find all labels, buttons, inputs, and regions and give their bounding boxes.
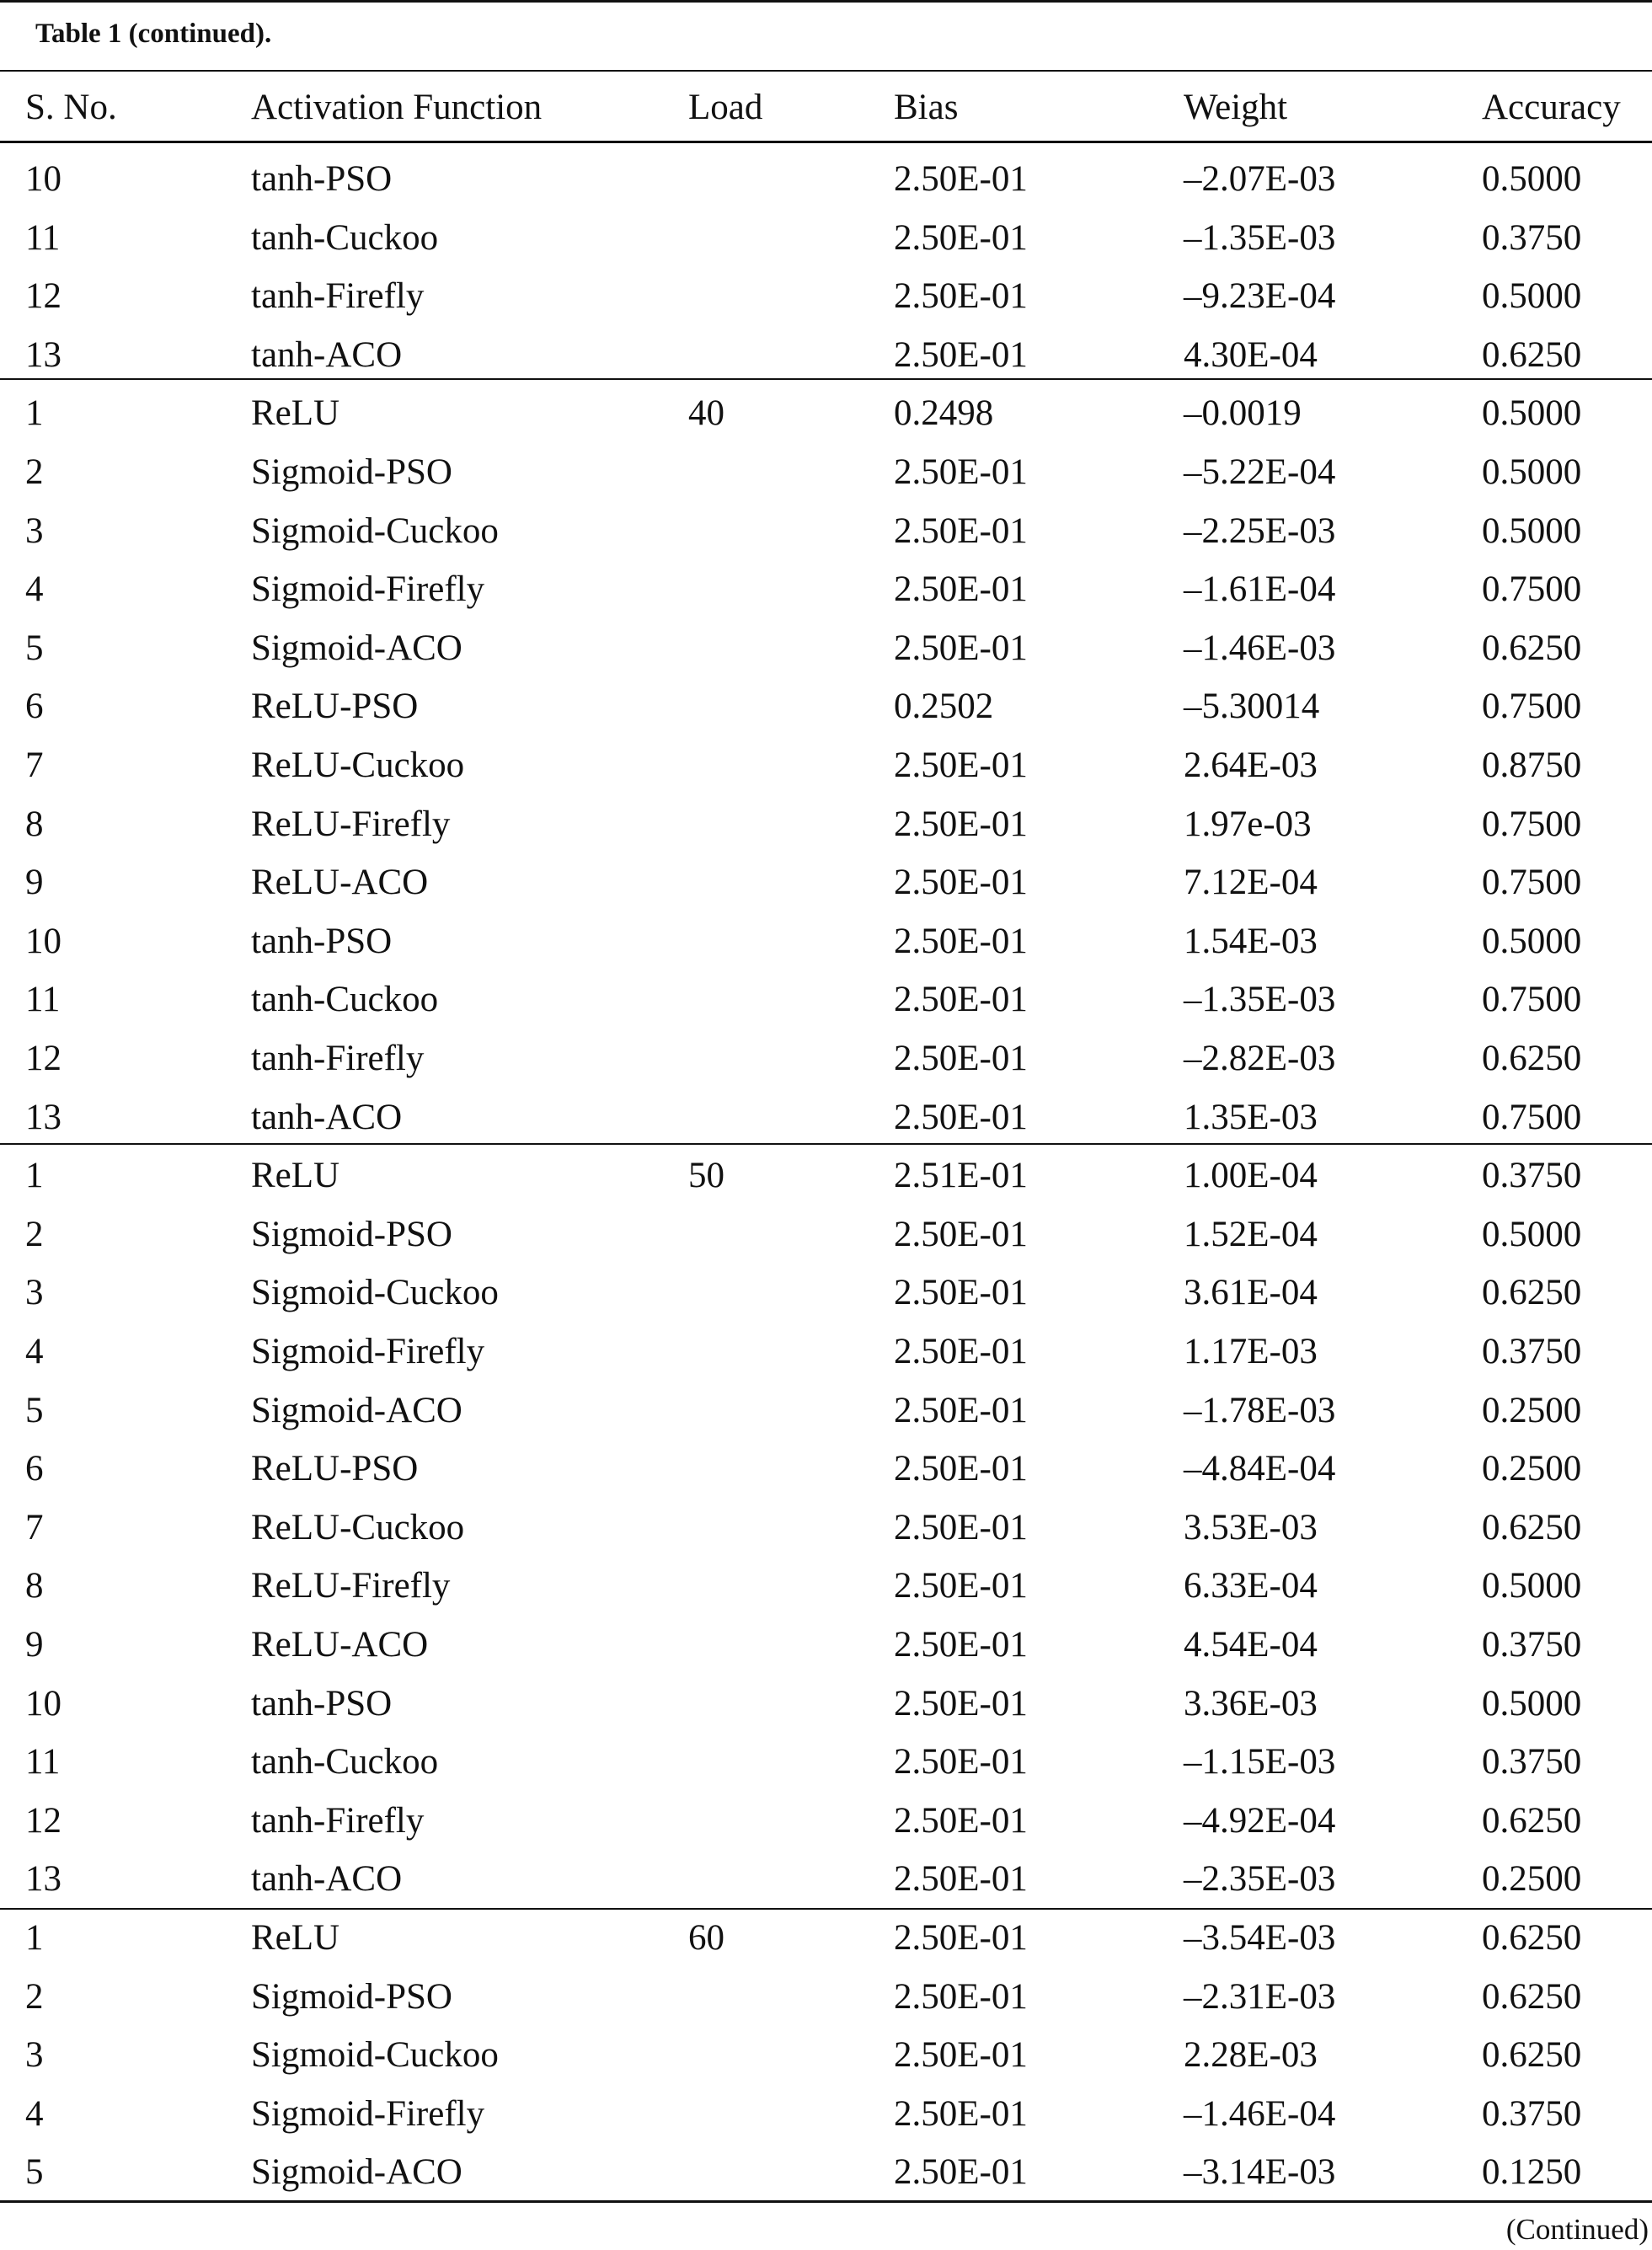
accuracy-cell: 0.5000 <box>1482 159 1582 199</box>
s-no-cell: 4 <box>25 569 44 610</box>
activation-function-cell: tanh-Firefly <box>251 1800 425 1841</box>
column-header-s-no: S. No. <box>25 88 117 127</box>
weight-cell: 1.00E-04 <box>1184 1156 1318 1196</box>
s-no-cell: 9 <box>25 863 44 903</box>
table-row <box>0 1264 1652 1323</box>
table-row <box>0 326 1652 385</box>
s-no-cell: 8 <box>25 1566 44 1606</box>
weight-cell: –4.92E-04 <box>1184 1800 1336 1841</box>
activation-function-cell: ReLU-ACO <box>251 863 429 903</box>
weight-cell: 4.30E-04 <box>1184 334 1318 375</box>
weight-cell: –1.61E-04 <box>1184 569 1336 610</box>
activation-function-cell: Sigmoid-Firefly <box>251 2093 485 2134</box>
bias-cell: 2.50E-01 <box>894 276 1028 317</box>
accuracy-cell: 0.6250 <box>1482 1918 1582 1958</box>
accuracy-cell: 0.2500 <box>1482 1449 1582 1489</box>
accuracy-cell: 0.5000 <box>1482 921 1582 961</box>
activation-function-cell: tanh-Firefly <box>251 1039 425 1078</box>
column-header-load: Load <box>688 88 763 127</box>
group-rule-load-50 <box>0 1143 1652 1145</box>
s-no-cell: 12 <box>25 276 61 317</box>
accuracy-cell: 0.7500 <box>1482 804 1582 844</box>
weight-cell: –2.82E-03 <box>1184 1039 1336 1078</box>
bias-cell: 2.51E-01 <box>894 1156 1028 1196</box>
column-header-bias: Bias <box>894 88 959 127</box>
weight-cell: 4.54E-04 <box>1184 1625 1318 1665</box>
weight-cell: –1.46E-04 <box>1184 2093 1336 2134</box>
activation-function-cell: Sigmoid-Cuckoo <box>251 510 499 551</box>
activation-function-cell: ReLU-PSO <box>251 1449 419 1489</box>
table-row <box>0 150 1652 209</box>
accuracy-cell: 0.7500 <box>1482 980 1582 1020</box>
activation-function-cell: tanh-Firefly <box>251 276 425 317</box>
s-no-cell: 8 <box>25 804 44 844</box>
activation-function-cell: ReLU <box>251 1918 340 1958</box>
accuracy-cell: 0.5000 <box>1482 1683 1582 1724</box>
bias-cell: 2.50E-01 <box>894 569 1028 610</box>
column-header-activation-function: Activation Function <box>251 88 543 127</box>
activation-function-cell: tanh-Cuckoo <box>251 980 439 1020</box>
s-no-cell: 12 <box>25 1039 61 1078</box>
activation-function-cell: tanh-Cuckoo <box>251 1742 439 1782</box>
table-row <box>0 1792 1652 1851</box>
table-row <box>0 267 1652 326</box>
weight-cell: 1.35E-03 <box>1184 1097 1318 1137</box>
s-no-cell: 1 <box>25 393 44 434</box>
table-row <box>0 560 1652 619</box>
bias-cell: 2.50E-01 <box>894 1390 1028 1430</box>
weight-cell: –2.35E-03 <box>1184 1859 1336 1900</box>
accuracy-cell: 0.6250 <box>1482 1039 1582 1078</box>
bias-cell: 2.50E-01 <box>894 452 1028 492</box>
bias-cell: 2.50E-01 <box>894 1273 1028 1313</box>
bias-cell: 2.50E-01 <box>894 2152 1028 2193</box>
weight-cell: –1.35E-03 <box>1184 980 1336 1020</box>
s-no-cell: 3 <box>25 2035 44 2076</box>
activation-function-cell: Sigmoid-ACO <box>251 1390 462 1430</box>
activation-function-cell: tanh-ACO <box>251 1097 403 1137</box>
table-row <box>0 1205 1652 1264</box>
activation-function-cell: Sigmoid-PSO <box>251 452 452 492</box>
bias-cell: 2.50E-01 <box>894 1507 1028 1547</box>
bias-cell: 2.50E-01 <box>894 2035 1028 2076</box>
column-header-accuracy: Accuracy <box>1482 88 1621 127</box>
table-row <box>0 1440 1652 1499</box>
group-rule-load-60 <box>0 1908 1652 1910</box>
accuracy-cell: 0.6250 <box>1482 628 1582 668</box>
load-cell: 60 <box>688 1918 724 1958</box>
weight-cell: –1.46E-03 <box>1184 628 1336 668</box>
s-no-cell: 9 <box>25 1625 44 1665</box>
bias-cell: 2.50E-01 <box>894 1097 1028 1137</box>
weight-cell: 2.64E-03 <box>1184 746 1318 785</box>
accuracy-cell: 0.6250 <box>1482 1273 1582 1313</box>
table-row <box>0 2085 1652 2144</box>
weight-cell: 2.28E-03 <box>1184 2035 1318 2076</box>
s-no-cell: 13 <box>25 1097 61 1137</box>
weight-cell: 1.52E-04 <box>1184 1214 1318 1254</box>
bias-cell: 2.50E-01 <box>894 1039 1028 1078</box>
activation-function-cell: Sigmoid-PSO <box>251 1214 452 1254</box>
activation-function-cell: ReLU-Firefly <box>251 1566 451 1606</box>
bias-cell: 2.50E-01 <box>894 334 1028 375</box>
accuracy-cell: 0.7500 <box>1482 687 1582 727</box>
top-rule <box>0 0 1652 3</box>
table-row <box>0 1499 1652 1558</box>
bias-cell: 2.50E-01 <box>894 1625 1028 1665</box>
activation-function-cell: ReLU <box>251 393 340 434</box>
table-row <box>0 736 1652 795</box>
activation-function-cell: ReLU-Firefly <box>251 804 451 844</box>
accuracy-cell: 0.6250 <box>1482 1976 1582 2017</box>
bias-cell: 2.50E-01 <box>894 1800 1028 1841</box>
s-no-cell: 2 <box>25 1214 44 1254</box>
bias-cell: 2.50E-01 <box>894 1683 1028 1724</box>
weight-cell: –1.78E-03 <box>1184 1390 1336 1430</box>
weight-cell: 1.97e-03 <box>1184 804 1312 844</box>
accuracy-cell: 0.3750 <box>1482 1332 1582 1371</box>
weight-cell: 3.36E-03 <box>1184 1683 1318 1724</box>
continued-note: (Continued) <box>1505 2213 1649 2246</box>
s-no-cell: 7 <box>25 746 44 785</box>
weight-cell: –2.31E-03 <box>1184 1976 1336 2017</box>
bias-cell: 2.50E-01 <box>894 1742 1028 1782</box>
accuracy-cell: 0.7500 <box>1482 863 1582 903</box>
weight-cell: –3.54E-03 <box>1184 1918 1336 1958</box>
activation-function-cell: Sigmoid-PSO <box>251 1976 452 2017</box>
bias-cell: 2.50E-01 <box>894 1976 1028 2017</box>
table-row <box>0 1557 1652 1616</box>
accuracy-cell: 0.6250 <box>1482 1800 1582 1841</box>
accuracy-cell: 0.6250 <box>1482 1507 1582 1547</box>
bias-cell: 2.50E-01 <box>894 863 1028 903</box>
bias-cell: 2.50E-01 <box>894 159 1028 199</box>
table-row <box>0 1323 1652 1382</box>
accuracy-cell: 0.5000 <box>1482 276 1582 317</box>
table-row <box>0 1909 1652 1968</box>
accuracy-cell: 0.7500 <box>1482 1097 1582 1137</box>
s-no-cell: 11 <box>25 217 61 258</box>
bias-cell: 2.50E-01 <box>894 1859 1028 1900</box>
accuracy-cell: 0.1250 <box>1482 2152 1582 2193</box>
s-no-cell: 11 <box>25 1742 61 1782</box>
weight-cell: –5.30014 <box>1184 687 1320 727</box>
table-row <box>0 1382 1652 1440</box>
s-no-cell: 5 <box>25 2152 44 2193</box>
s-no-cell: 6 <box>25 687 44 727</box>
bias-cell: 2.50E-01 <box>894 921 1028 961</box>
table-row <box>0 1146 1652 1205</box>
s-no-cell: 1 <box>25 1918 44 1958</box>
table-row <box>0 677 1652 736</box>
header-rule <box>0 141 1652 143</box>
weight-cell: 6.33E-04 <box>1184 1566 1318 1606</box>
bias-cell: 2.50E-01 <box>894 510 1028 551</box>
table-row <box>0 619 1652 678</box>
table-row <box>0 384 1652 443</box>
s-no-cell: 1 <box>25 1156 44 1196</box>
activation-function-cell: tanh-Cuckoo <box>251 217 439 258</box>
table-row <box>0 209 1652 268</box>
activation-function-cell: tanh-PSO <box>251 159 393 199</box>
accuracy-cell: 0.3750 <box>1482 1742 1582 1782</box>
s-no-cell: 5 <box>25 628 44 668</box>
weight-cell: 3.53E-03 <box>1184 1507 1318 1547</box>
weight-cell: –2.07E-03 <box>1184 159 1336 199</box>
table-row <box>0 1088 1652 1147</box>
activation-function-cell: tanh-ACO <box>251 334 403 375</box>
accuracy-cell: 0.3750 <box>1482 217 1582 258</box>
table-row <box>0 502 1652 561</box>
activation-function-cell: Sigmoid-Firefly <box>251 569 485 610</box>
bias-cell: 0.2502 <box>894 687 994 727</box>
activation-function-cell: Sigmoid-ACO <box>251 628 462 668</box>
weight-cell: –2.25E-03 <box>1184 510 1336 551</box>
accuracy-cell: 0.6250 <box>1482 334 1582 375</box>
s-no-cell: 3 <box>25 510 44 551</box>
group-rule-load-40 <box>0 378 1652 380</box>
activation-function-cell: ReLU <box>251 1156 340 1196</box>
accuracy-cell: 0.5000 <box>1482 1566 1582 1606</box>
activation-function-cell: Sigmoid-Cuckoo <box>251 1273 499 1313</box>
weight-cell: –1.15E-03 <box>1184 1742 1336 1782</box>
s-no-cell: 6 <box>25 1449 44 1489</box>
bias-cell: 2.50E-01 <box>894 1918 1028 1958</box>
load-cell: 50 <box>688 1156 724 1196</box>
weight-cell: 7.12E-04 <box>1184 863 1318 903</box>
s-no-cell: 2 <box>25 452 44 492</box>
activation-function-cell: Sigmoid-ACO <box>251 2152 462 2193</box>
bias-cell: 2.50E-01 <box>894 217 1028 258</box>
bias-cell: 2.50E-01 <box>894 2093 1028 2134</box>
accuracy-cell: 0.3750 <box>1482 1156 1582 1196</box>
table-row <box>0 2143 1652 2202</box>
activation-function-cell: ReLU-Cuckoo <box>251 1507 465 1547</box>
activation-function-cell: tanh-ACO <box>251 1859 403 1900</box>
bias-cell: 2.50E-01 <box>894 1449 1028 1489</box>
bias-cell: 0.2498 <box>894 393 994 434</box>
weight-cell: –3.14E-03 <box>1184 2152 1336 2193</box>
caption-rule <box>0 70 1652 72</box>
activation-function-cell: Sigmoid-Firefly <box>251 1332 485 1371</box>
weight-cell: 1.17E-03 <box>1184 1332 1318 1371</box>
s-no-cell: 13 <box>25 334 61 375</box>
table-row <box>0 2026 1652 2085</box>
accuracy-cell: 0.6250 <box>1482 2035 1582 2076</box>
accuracy-cell: 0.5000 <box>1482 452 1582 492</box>
accuracy-cell: 0.7500 <box>1482 569 1582 610</box>
accuracy-cell: 0.5000 <box>1482 1214 1582 1254</box>
activation-function-cell: ReLU-PSO <box>251 687 419 727</box>
accuracy-cell: 0.2500 <box>1482 1390 1582 1430</box>
bias-cell: 2.50E-01 <box>894 1332 1028 1371</box>
s-no-cell: 10 <box>25 921 61 961</box>
weight-cell: 1.54E-03 <box>1184 921 1318 961</box>
s-no-cell: 10 <box>25 1683 61 1724</box>
table-row <box>0 1616 1652 1675</box>
table-row <box>0 443 1652 502</box>
s-no-cell: 3 <box>25 1273 44 1313</box>
s-no-cell: 11 <box>25 980 61 1020</box>
bias-cell: 2.50E-01 <box>894 1214 1028 1254</box>
load-cell: 40 <box>688 393 724 434</box>
s-no-cell: 12 <box>25 1800 61 1841</box>
weight-cell: –5.22E-04 <box>1184 452 1336 492</box>
bias-cell: 2.50E-01 <box>894 1566 1028 1606</box>
accuracy-cell: 0.5000 <box>1482 393 1582 434</box>
s-no-cell: 10 <box>25 159 61 199</box>
s-no-cell: 7 <box>25 1507 44 1547</box>
weight-cell: –0.0019 <box>1184 393 1302 434</box>
activation-function-cell: Sigmoid-Cuckoo <box>251 2035 499 2076</box>
bottom-rule <box>0 2200 1652 2203</box>
s-no-cell: 5 <box>25 1390 44 1430</box>
table-row <box>0 970 1652 1029</box>
s-no-cell: 13 <box>25 1859 61 1900</box>
bias-cell: 2.50E-01 <box>894 628 1028 668</box>
table-row <box>0 1968 1652 2027</box>
activation-function-cell: tanh-PSO <box>251 1683 393 1724</box>
weight-cell: 3.61E-04 <box>1184 1273 1318 1313</box>
accuracy-cell: 0.3750 <box>1482 1625 1582 1665</box>
table-row <box>0 853 1652 912</box>
table-caption: Table 1 (continued). <box>35 19 272 49</box>
table-row <box>0 912 1652 971</box>
bias-cell: 2.50E-01 <box>894 746 1028 785</box>
column-header-weight: Weight <box>1184 88 1288 127</box>
activation-function-cell: tanh-PSO <box>251 921 393 961</box>
table-row <box>0 1733 1652 1792</box>
accuracy-cell: 0.2500 <box>1482 1859 1582 1900</box>
s-no-cell: 4 <box>25 1332 44 1371</box>
s-no-cell: 2 <box>25 1976 44 2017</box>
bias-cell: 2.50E-01 <box>894 804 1028 844</box>
weight-cell: –9.23E-04 <box>1184 276 1336 317</box>
table-row <box>0 1850 1652 1909</box>
bias-cell: 2.50E-01 <box>894 980 1028 1020</box>
accuracy-cell: 0.3750 <box>1482 2093 1582 2134</box>
weight-cell: –1.35E-03 <box>1184 217 1336 258</box>
table-row <box>0 1675 1652 1734</box>
table-row <box>0 795 1652 854</box>
accuracy-cell: 0.8750 <box>1482 746 1582 785</box>
table-row <box>0 1029 1652 1088</box>
activation-function-cell: ReLU-Cuckoo <box>251 746 465 785</box>
accuracy-cell: 0.5000 <box>1482 510 1582 551</box>
s-no-cell: 4 <box>25 2093 44 2134</box>
activation-function-cell: ReLU-ACO <box>251 1625 429 1665</box>
weight-cell: –4.84E-04 <box>1184 1449 1336 1489</box>
